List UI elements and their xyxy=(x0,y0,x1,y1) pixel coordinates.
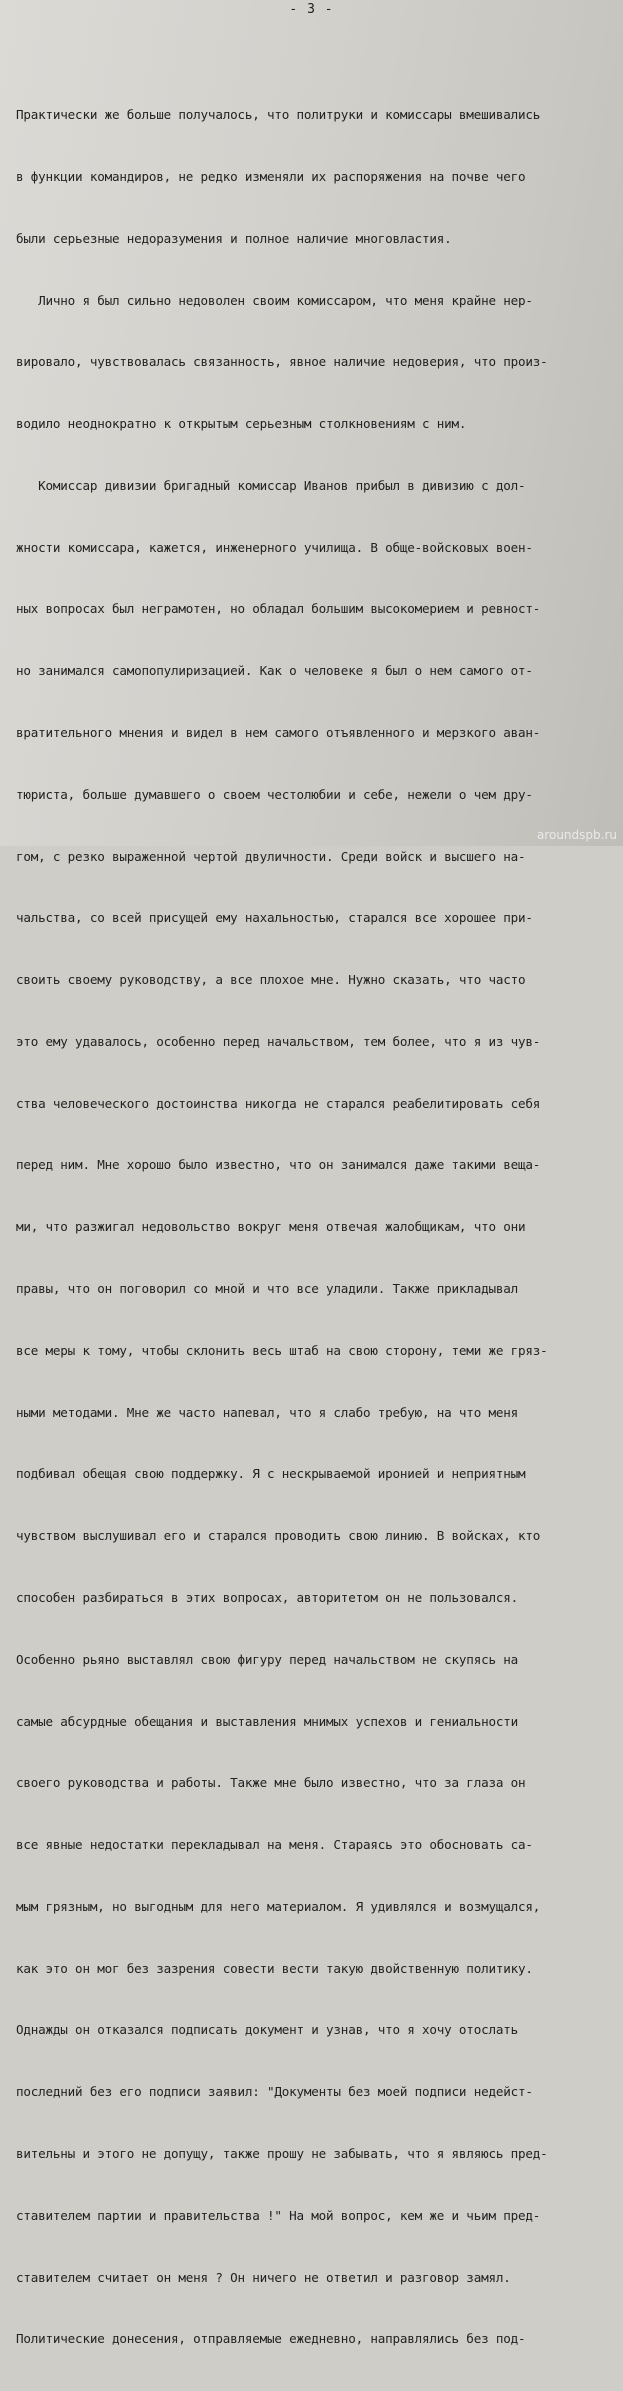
text-line: гом, с резко выраженной чертой двуличности. Среди войск и высшего на- xyxy=(16,848,526,864)
text-line: чальства, со всей присущей ему нахальностью, старался все хорошее при- xyxy=(16,910,533,926)
text-line: Однажды он отказался подписать документ и узнав, что я хочу отослать xyxy=(16,2022,518,2038)
text-line: как это он мог без зазрения совести вести такую двойственную политику. xyxy=(16,1960,533,1976)
text-line: все меры к тому, чтобы склонить весь штаб на свою сторону, теми же гряз- xyxy=(16,1342,548,1358)
typewritten-text-body xyxy=(16,64,616,2391)
text-line: но занимался самопопулиризацией. Как о человеке я был о нем самого от- xyxy=(16,663,533,679)
text-line: водило неоднократно к открытым серьезным столкновениям с ним. xyxy=(16,416,467,432)
text-line: ных вопросах был неграмотен, но обладал большим высокомерием и ревност- xyxy=(16,601,541,617)
text-line: способен разбираться в этих вопросах, авторитетом он не пользовался. xyxy=(16,1589,518,1605)
text-line: ставителем партии и правительства !" На мой вопрос, кем же и чьим пред- xyxy=(16,2207,541,2223)
text-line: жности комиссара, кажется, инженерного училища. В обще-войсковых воен- xyxy=(16,539,533,555)
text-line: вратительного мнения и видел в нем самого отъявленного и мерзкого аван- xyxy=(16,725,541,740)
page-number: - 3 - xyxy=(289,2,334,17)
text-line: подбивал обещая свою поддержку. Я с нескрываемой иронией и неприятным xyxy=(16,1466,526,1482)
text-line: ства человеческого достоинства никогда не старался реабелитировать себя xyxy=(16,1095,541,1111)
text-line: чувством выслушивал его и старался проводить свою линию. В войсках, кто xyxy=(16,1528,541,1544)
text-line: Политические донесения, отправляемые ежедневно, направлялись без под- xyxy=(16,2331,526,2347)
text-line: своего руководства и работы. Также мне было известно, что за глаза он xyxy=(16,1775,526,1791)
text-line: ными методами. Мне же часто напевал, что я слабо требую, на что меня xyxy=(16,1404,518,1420)
text-line: тюриста, больше думавшего о своем честолюбии и себе, нежели о чем дру- xyxy=(16,786,533,802)
text-line: все явные недостатки перекладывал на меня. Стараясь это обосновать са- xyxy=(16,1837,533,1853)
text-line: перед ним. Мне хорошо было известно, что он занимался даже такими веща- xyxy=(16,1157,541,1173)
text-line: Особенно рьяно выставлял свою фигуру перед начальством не скупясь на xyxy=(16,1651,518,1667)
text-line: вительны и этого не допущу, также прошу не забывать, что я являюсь пред- xyxy=(16,2145,548,2161)
text-line: ставителем считает он меня ? Он ничего не ответил и разговор замял. xyxy=(16,2269,511,2285)
text-line: были серьезные недоразумения и полное наличие многовластия. xyxy=(16,230,452,246)
site-watermark: aroundspb.ru xyxy=(536,828,617,842)
text-line: своить своему руководству, а все плохое мне. Нужно сказать, что часто xyxy=(16,972,526,988)
text-line: самые абсурдные обещания и выставления мнимых успехов и гениальности xyxy=(16,1713,518,1729)
text-line: мым грязным, но выгодным для него материалом. Я удивлялся и возмущался, xyxy=(16,1898,541,1914)
text-line: вировало, чувствовалась связанность, явное наличие недоверия, что произ- xyxy=(16,354,548,370)
text-line: правы, что он поговорил со мной и что все уладили. Также прикладывал xyxy=(16,1281,518,1297)
text-line: последний без его подписи заявил: "Документы без моей подписи недейст- xyxy=(16,2084,533,2100)
text-line: Практически же больше получалось, что политруки и комиссары вмешивались xyxy=(16,107,541,123)
text-line: Комиссар дивизии бригадный комиссар Иванов прибыл в дивизию с дол- xyxy=(16,477,526,493)
text-line: ми, что разжигал недовольство вокруг меня отвечая жалобщикам, что они xyxy=(16,1219,526,1235)
text-line: Лично я был сильно недоволен своим комиссаром, что меня крайне нер- xyxy=(16,292,533,308)
text-line: в функции командиров, не редко изменяли их распоряжения на почве чего xyxy=(16,168,526,184)
text-line: это ему удавалось, особенно перед начальством, тем более, что я из чув- xyxy=(16,1033,541,1049)
